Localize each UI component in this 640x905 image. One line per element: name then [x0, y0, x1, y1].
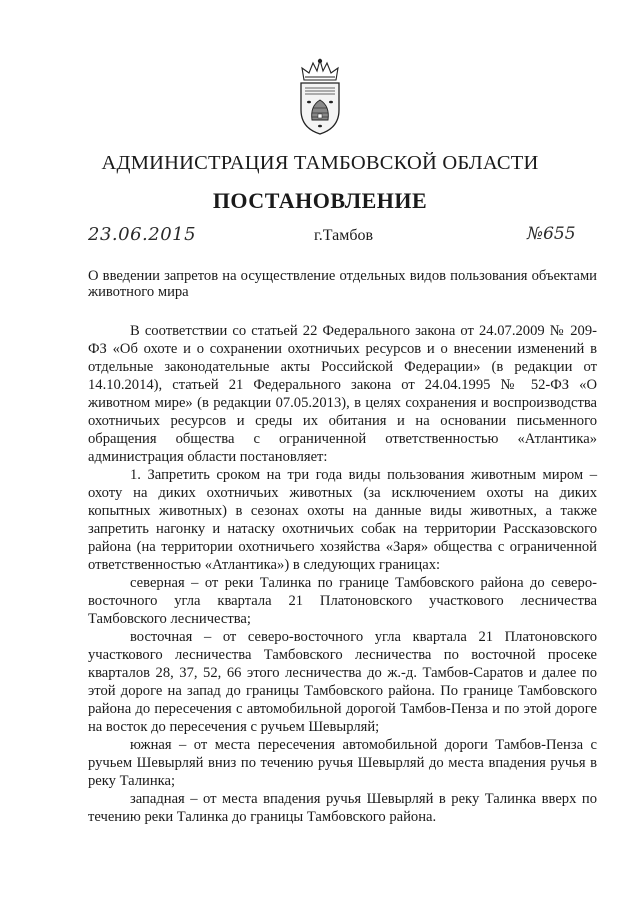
clause-1-paragraph: 1. Запретить сроком на три года виды пользования животным миром – охоту на диких охотничьих животных (за исключением охоты на диких копытных животных) в сезонах охоты на данные виды животных, а также запретить нагонку и натаску охотничьих собак на территории Рассказовского района (на территории охотничьего хозяйства «Заря» общества с ограниченной ответственностью «Атлантика») в следующих границах:	[88, 467, 597, 573]
south-boundary-paragraph: южная – от места пересечения автомобильной дороги Тамбов-Пенза с ручьем Шевырляй вниз по течению ручья Шевырляй до места впадения ручья в реку Талинка;	[88, 737, 597, 789]
west-boundary-paragraph: западная – от места впадения ручья Шевырляй в реку Талинка вверх по течению реки Талинка до границы Тамбовского района.	[88, 791, 597, 825]
north-boundary-paragraph: северная – от реки Талинка по границе Тамбовского района до северо-восточного угла квартала 21 Платоновского участкового лесничества Тамбовского лесничества;	[88, 575, 597, 627]
document-subject: О введении запретов на осуществление отдельных видов пользования объектами животного мира	[88, 268, 597, 300]
coat-of-arms-icon	[296, 58, 344, 136]
document-date: 23.06.2015	[88, 224, 197, 245]
east-boundary-paragraph: восточная – от северо-восточного угла квартала 21 Платоновского участкового лесничества Тамбовского лесничества по восточной просеке кварталов 28, 37, 52, 66 этого лесничества до ж.-д. Тамбов-Саратов и далее по этой дороге на запад до границы Тамбовского района. По границе Тамбовского района до пересечения с автомобильной дорогой Тамбов-Пенза и по этой дороге на восток до пересечения с ручьем Шевырляй;	[88, 629, 597, 735]
document-type: ПОСТАНОВЛЕНИЕ	[212, 188, 428, 213]
document-body	[88, 322, 597, 826]
preamble-paragraph: В соответствии со статьей 22 Федерального закона от 24.07.2009 № 209-ФЗ «Об охоте и о сохранении охотничьих ресурсов и о внесении изменений в отдельные законодательные акты Российской Федерации» (в редакции от 14.10.2014), статьей 21 Федерального закона от 24.04.1995 № 52-ФЗ «О животном мире» (в редакции 07.05.2013), в целях сохранения и воспроизводства охотничьих ресурсов и среды их обитания и на основании письменного обращения общества с ограниченной ответственностью «Атлантика» администрация области постановляет:	[88, 323, 597, 465]
document-number: №655	[527, 224, 576, 244]
organization-title: АДМИНИСТРАЦИЯ ТАМБОВСКОЙ ОБЛАСТИ	[101, 152, 539, 174]
document-city: г.Тамбов	[314, 227, 374, 244]
